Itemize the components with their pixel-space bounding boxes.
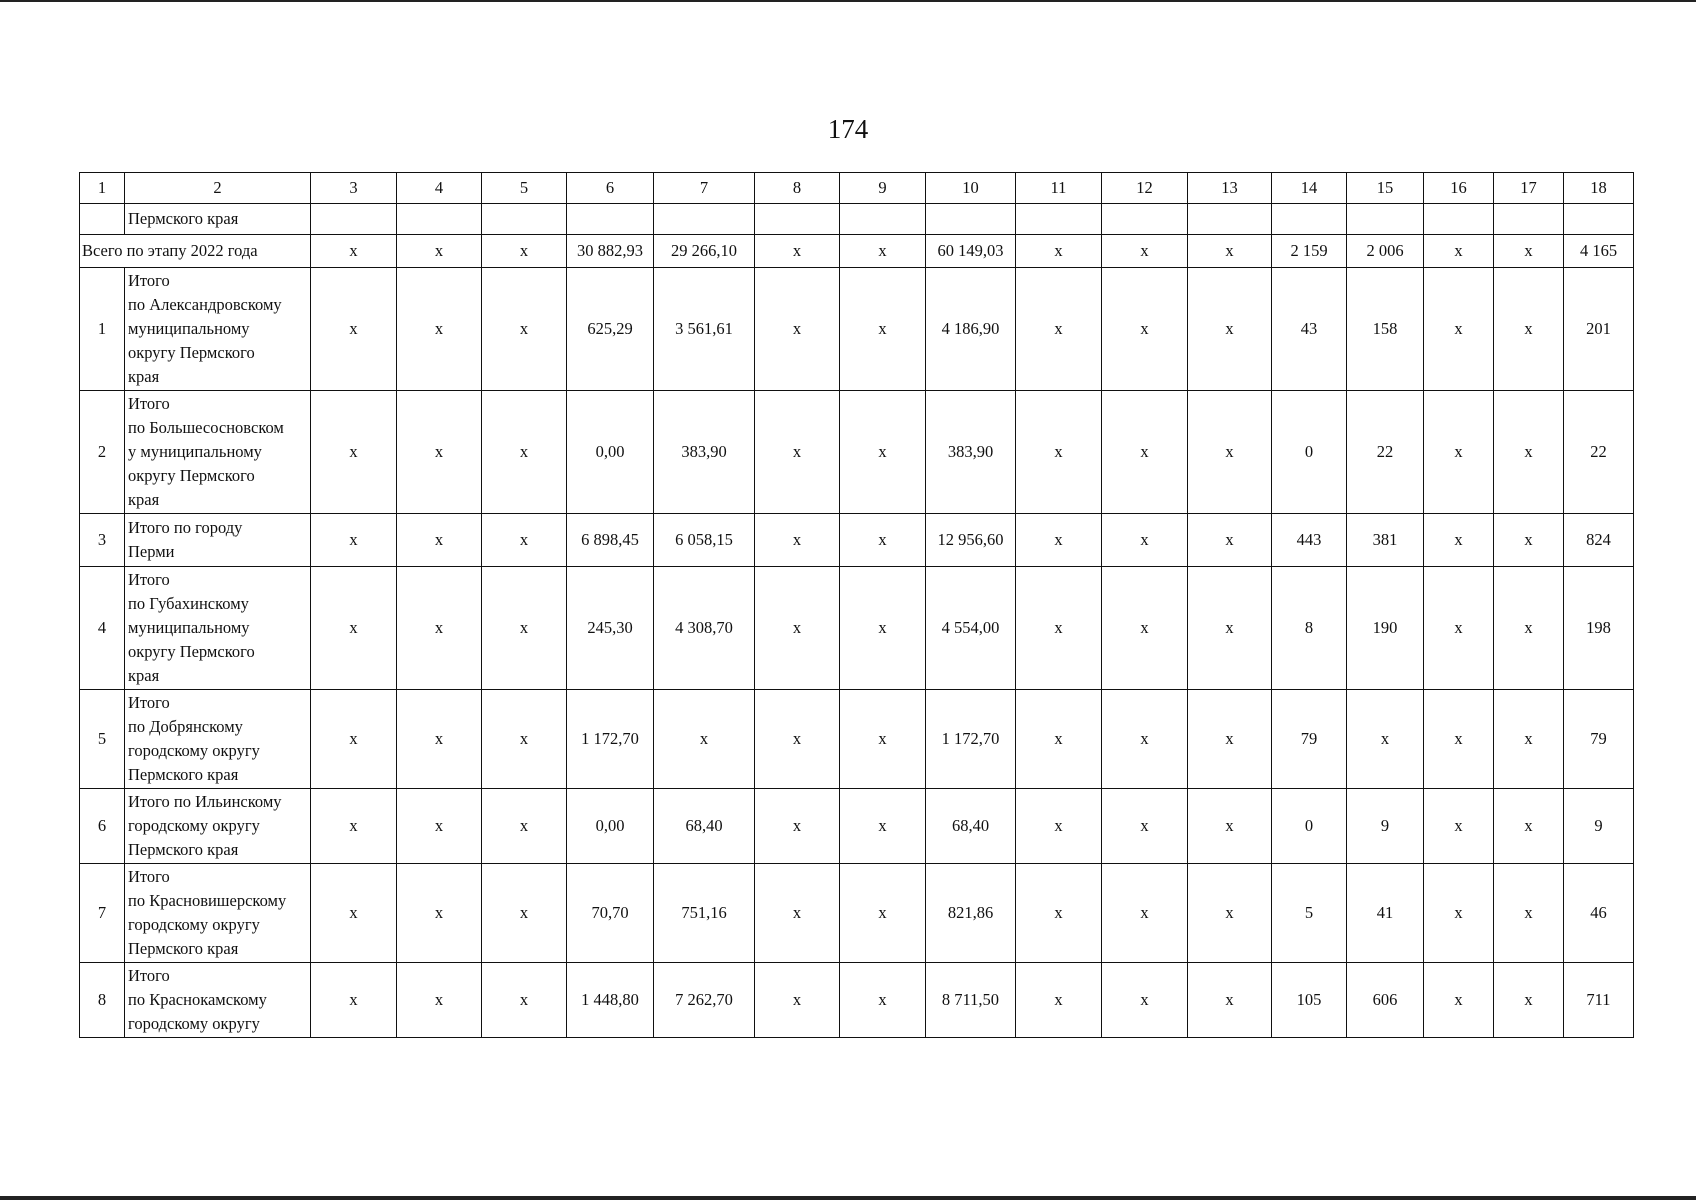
column-header: 18 [1564, 173, 1634, 204]
empty-cell [482, 204, 567, 235]
table-cell: х [1188, 268, 1272, 391]
row-name-line: края [128, 666, 160, 685]
table-cell: х [1424, 268, 1494, 391]
table-cell: х [840, 789, 926, 864]
table-cell: х [1494, 864, 1564, 963]
column-header: 4 [397, 173, 482, 204]
row-name-line: Итого по Ильинскому [128, 792, 282, 811]
row-name-line: городскому округу [128, 1014, 260, 1033]
total-cell: 2 159 [1272, 235, 1347, 268]
row-number: 8 [80, 963, 125, 1038]
table-cell: х [1424, 963, 1494, 1038]
table-cell: х [1102, 864, 1188, 963]
table-cell: х [311, 963, 397, 1038]
table-cell: х [840, 268, 926, 391]
table-cell: х [1016, 391, 1102, 514]
row-name [125, 268, 311, 391]
table-cell: х [311, 567, 397, 690]
row-name-line: Итого [128, 570, 170, 589]
table-cell: х [1188, 864, 1272, 963]
column-header: 5 [482, 173, 567, 204]
table-cell: 68,40 [654, 789, 755, 864]
scan-edge-top [0, 0, 1696, 2]
table-cell: х [755, 567, 840, 690]
continuation-row [80, 204, 1634, 235]
table-cell: х [654, 690, 755, 789]
scan-edge-bottom [0, 1196, 1696, 1200]
empty-cell [926, 204, 1016, 235]
table-cell: х [397, 690, 482, 789]
table-cell: 43 [1272, 268, 1347, 391]
table-cell: х [482, 963, 567, 1038]
table-cell: х [1016, 268, 1102, 391]
row-name-line: Итого [128, 693, 170, 712]
empty-cell [755, 204, 840, 235]
row-name-line: Итого [128, 271, 170, 290]
row-number: 1 [80, 268, 125, 391]
empty-cell [567, 204, 654, 235]
row-name [125, 963, 311, 1038]
table-cell: 22 [1564, 391, 1634, 514]
data-table [79, 172, 1634, 1038]
table-cell: х [1347, 690, 1424, 789]
column-header: 10 [926, 173, 1016, 204]
row-name-line: края [128, 367, 160, 386]
total-cell: 60 149,03 [926, 235, 1016, 268]
table-cell: х [1424, 514, 1494, 567]
table-cell: х [1102, 567, 1188, 690]
row-name-line: по Большесосновском [128, 418, 284, 437]
table-cell: х [1016, 864, 1102, 963]
column-header: 17 [1494, 173, 1564, 204]
empty-cell [397, 204, 482, 235]
table-cell: х [1494, 268, 1564, 391]
column-header: 1 [80, 173, 125, 204]
table-cell: 12 956,60 [926, 514, 1016, 567]
total-cell: х [482, 235, 567, 268]
row-name [125, 690, 311, 789]
table-cell: х [1102, 690, 1188, 789]
table-cell: х [1016, 963, 1102, 1038]
empty-cell [1188, 204, 1272, 235]
table-cell: 4 308,70 [654, 567, 755, 690]
table-cell: х [755, 391, 840, 514]
column-header: 2 [125, 173, 311, 204]
table-cell: х [482, 567, 567, 690]
table-row [80, 514, 1634, 567]
table-cell: 79 [1564, 690, 1634, 789]
table-cell: х [1424, 864, 1494, 963]
table-cell: х [1102, 391, 1188, 514]
table-cell: 6 898,45 [567, 514, 654, 567]
row-name-line: по Александровскому [128, 295, 282, 314]
row-name [125, 567, 311, 690]
table-cell: 751,16 [654, 864, 755, 963]
row-name-line: Итого [128, 966, 170, 985]
row-number: 3 [80, 514, 125, 567]
table-cell: 0 [1272, 789, 1347, 864]
column-header: 12 [1102, 173, 1188, 204]
table-row [80, 567, 1634, 690]
table-cell: х [482, 391, 567, 514]
table-cell: х [1016, 567, 1102, 690]
total-cell: х [1188, 235, 1272, 268]
empty-cell [840, 204, 926, 235]
table-row [80, 789, 1634, 864]
row-name [125, 789, 311, 864]
table-cell: 383,90 [926, 391, 1016, 514]
table-cell: х [1424, 391, 1494, 514]
table-cell: 190 [1347, 567, 1424, 690]
empty-cell [1424, 204, 1494, 235]
total-cell: 2 006 [1347, 235, 1424, 268]
empty-cell [1102, 204, 1188, 235]
table-cell: 68,40 [926, 789, 1016, 864]
column-header: 6 [567, 173, 654, 204]
table-cell: х [1102, 963, 1188, 1038]
table-cell: х [755, 690, 840, 789]
table-cell: 4 554,00 [926, 567, 1016, 690]
column-header: 8 [755, 173, 840, 204]
total-row [80, 235, 1634, 268]
table-cell: 198 [1564, 567, 1634, 690]
table-cell: х [397, 963, 482, 1038]
table-row [80, 963, 1634, 1038]
table-cell: х [1494, 963, 1564, 1038]
table-cell: х [397, 864, 482, 963]
row-name-line: городскому округу [128, 816, 260, 835]
table-cell: х [482, 514, 567, 567]
table-cell: 201 [1564, 268, 1634, 391]
table-cell: х [755, 963, 840, 1038]
empty-cell [1494, 204, 1564, 235]
total-cell: х [1102, 235, 1188, 268]
row-name-line: Пермского края [128, 840, 239, 859]
table-cell: х [840, 514, 926, 567]
table-cell: х [397, 268, 482, 391]
table-cell: 821,86 [926, 864, 1016, 963]
table-cell: 7 262,70 [654, 963, 755, 1038]
table-cell: 105 [1272, 963, 1347, 1038]
empty-cell [1564, 204, 1634, 235]
continuation-label: Пермского края [125, 204, 311, 235]
empty-cell [1272, 204, 1347, 235]
row-name-line: округу Пермского [128, 642, 255, 661]
row-name [125, 514, 311, 567]
row-name-line: Перми [128, 542, 175, 561]
table-cell: 0 [1272, 391, 1347, 514]
table-cell: х [1102, 514, 1188, 567]
total-cell: х [311, 235, 397, 268]
total-cell: х [840, 235, 926, 268]
table-cell: х [840, 567, 926, 690]
column-header: 16 [1424, 173, 1494, 204]
table-cell: х [482, 690, 567, 789]
table-cell: 824 [1564, 514, 1634, 567]
table-cell: х [311, 864, 397, 963]
table-cell: х [397, 514, 482, 567]
total-cell: 4 165 [1564, 235, 1634, 268]
empty-cell [80, 204, 125, 235]
row-name-line: края [128, 490, 160, 509]
row-name-line: округу Пермского [128, 343, 255, 362]
table-cell: 245,30 [567, 567, 654, 690]
table-cell: х [1424, 567, 1494, 690]
table-cell: х [1016, 690, 1102, 789]
total-cell: х [1494, 235, 1564, 268]
row-name [125, 391, 311, 514]
row-number: 5 [80, 690, 125, 789]
table-cell: х [1494, 567, 1564, 690]
table-cell: х [840, 690, 926, 789]
table-cell: х [840, 391, 926, 514]
row-name-line: Пермского края [128, 765, 239, 784]
table-cell: х [1188, 690, 1272, 789]
empty-cell [1016, 204, 1102, 235]
row-name-line: по Краснокамскому [128, 990, 267, 1009]
table-cell: 8 [1272, 567, 1347, 690]
table-cell: х [1188, 789, 1272, 864]
table-cell: х [397, 391, 482, 514]
table-body [80, 173, 1634, 1038]
row-name-line: по Губахинскому [128, 594, 249, 613]
table-cell: х [311, 268, 397, 391]
table-row [80, 268, 1634, 391]
table-cell: х [1188, 963, 1272, 1038]
table-cell: х [1424, 690, 1494, 789]
table-cell: х [755, 789, 840, 864]
table-cell: 3 561,61 [654, 268, 755, 391]
table-cell: 46 [1564, 864, 1634, 963]
page-number: 174 [827, 114, 869, 144]
row-name-line: по Добрянскому [128, 717, 243, 736]
row-name [125, 864, 311, 963]
row-number: 6 [80, 789, 125, 864]
row-name-line: Итого [128, 867, 170, 886]
column-header: 15 [1347, 173, 1424, 204]
column-header: 13 [1188, 173, 1272, 204]
table-cell: 6 058,15 [654, 514, 755, 567]
column-header: 3 [311, 173, 397, 204]
total-label: Всего по этапу 2022 года [80, 235, 311, 268]
table-cell: х [1494, 789, 1564, 864]
table-cell: х [755, 268, 840, 391]
table-cell: х [311, 514, 397, 567]
table-cell: х [1016, 789, 1102, 864]
table-cell: х [1016, 514, 1102, 567]
table-cell: х [482, 789, 567, 864]
column-header: 9 [840, 173, 926, 204]
table-cell: х [1188, 391, 1272, 514]
table-cell: х [482, 864, 567, 963]
table-cell: 1 172,70 [926, 690, 1016, 789]
row-name-line: Итого по городу [128, 518, 243, 537]
table-cell: 0,00 [567, 789, 654, 864]
table-cell: х [1188, 514, 1272, 567]
row-name-line: по Красновишерскому [128, 891, 287, 910]
table-row [80, 391, 1634, 514]
empty-cell [1347, 204, 1424, 235]
table-cell: 0,00 [567, 391, 654, 514]
table-row [80, 690, 1634, 789]
table-cell: 158 [1347, 268, 1424, 391]
table-cell: 79 [1272, 690, 1347, 789]
table-cell: 625,29 [567, 268, 654, 391]
table-cell: 443 [1272, 514, 1347, 567]
table-cell: 1 448,80 [567, 963, 654, 1038]
total-cell: 29 266,10 [654, 235, 755, 268]
table-cell: 711 [1564, 963, 1634, 1038]
table-cell: 70,70 [567, 864, 654, 963]
row-name-line: Итого [128, 394, 170, 413]
empty-cell [311, 204, 397, 235]
table-row [80, 864, 1634, 963]
row-name-line: округу Пермского [128, 466, 255, 485]
row-number: 2 [80, 391, 125, 514]
row-name-line: городскому округу [128, 915, 260, 934]
total-cell: х [1016, 235, 1102, 268]
header-row [80, 173, 1634, 204]
table-cell: х [482, 268, 567, 391]
table-cell: х [311, 391, 397, 514]
total-cell: х [755, 235, 840, 268]
table-cell: х [311, 789, 397, 864]
column-header: 11 [1016, 173, 1102, 204]
row-name-line: муниципальному [128, 618, 250, 637]
table-cell: х [840, 864, 926, 963]
row-name-line: Пермского края [128, 939, 239, 958]
table-cell: 41 [1347, 864, 1424, 963]
table-cell: 9 [1347, 789, 1424, 864]
table-cell: х [397, 567, 482, 690]
row-name-line: муниципальному [128, 319, 250, 338]
table-cell: х [397, 789, 482, 864]
total-cell: х [1424, 235, 1494, 268]
table-cell: 383,90 [654, 391, 755, 514]
column-header: 14 [1272, 173, 1347, 204]
total-cell: 30 882,93 [567, 235, 654, 268]
table-cell: х [1494, 514, 1564, 567]
table-cell: х [1188, 567, 1272, 690]
row-number: 4 [80, 567, 125, 690]
table-cell: х [1494, 391, 1564, 514]
table-cell: 5 [1272, 864, 1347, 963]
table-cell: 606 [1347, 963, 1424, 1038]
table-cell: х [1494, 690, 1564, 789]
table-cell: х [1424, 789, 1494, 864]
table-cell: 1 172,70 [567, 690, 654, 789]
row-name-line: городскому округу [128, 741, 260, 760]
table-cell: 8 711,50 [926, 963, 1016, 1038]
table-cell: х [1102, 789, 1188, 864]
total-cell: х [397, 235, 482, 268]
table-cell: х [755, 864, 840, 963]
table-cell: 22 [1347, 391, 1424, 514]
table-cell: х [311, 690, 397, 789]
table-cell: х [1102, 268, 1188, 391]
column-header: 7 [654, 173, 755, 204]
table-cell: 4 186,90 [926, 268, 1016, 391]
table-cell: 9 [1564, 789, 1634, 864]
table-cell: х [755, 514, 840, 567]
row-name-line: у муниципальному [128, 442, 262, 461]
table-cell: х [840, 963, 926, 1038]
empty-cell [654, 204, 755, 235]
table-cell: 381 [1347, 514, 1424, 567]
row-number: 7 [80, 864, 125, 963]
